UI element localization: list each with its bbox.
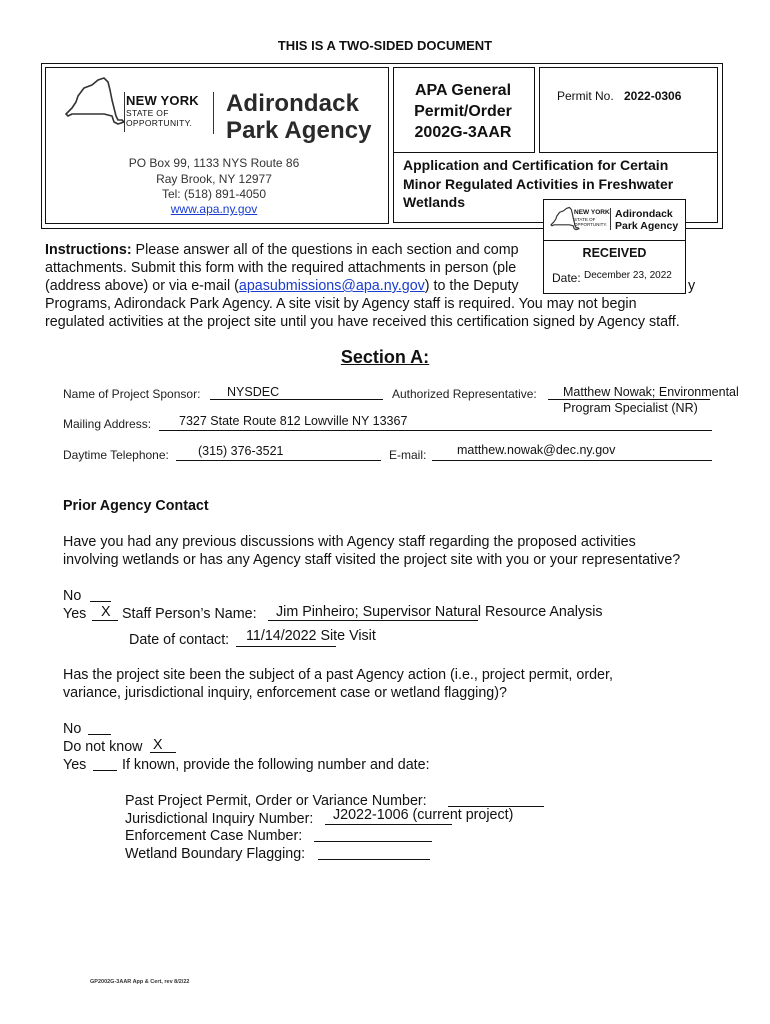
address-line3: Tel: (518) 891-4050	[161, 187, 267, 201]
wetland-flagging-label: Wetland Boundary Flagging:	[125, 846, 306, 862]
instructions-label: Instructions:	[45, 242, 132, 258]
staff-name-value: Jim Pinheiro; Supervisor Natural Resource Analysis	[276, 604, 603, 620]
application-title-line3: Wetlands	[403, 194, 465, 210]
stamp-date-label: Date:	[552, 271, 581, 285]
website-link-wrap	[64, 202, 364, 218]
authorized-rep-label: Authorized Representative:	[392, 387, 537, 401]
question2-line2: variance, jurisdictional inquiry, enforcement case or wetland flagging)?	[63, 685, 507, 701]
agency-logo-line2: Park Agency	[226, 117, 372, 144]
authorized-rep-value-line1: Matthew Nowak; Environmental	[563, 385, 739, 399]
submission-email-link[interactable]: apasubmissions@apa.ny.gov	[238, 278, 425, 294]
contact-date-label: Date of contact:	[129, 632, 230, 648]
address-line1: PO Box 99, 1133 NYS Route 86	[128, 156, 300, 170]
instructions-line2: attachments. Submit this form with the required attachments in person (ple	[45, 260, 517, 276]
q2-yes-label: Yes	[63, 757, 87, 773]
q2-do-not-know-label: Do not know	[63, 739, 143, 755]
logo-divider	[213, 92, 214, 134]
stamp-state-logo-line2: STATE OF	[574, 217, 596, 222]
wetland-flagging-field[interactable]	[318, 859, 430, 860]
ny-state-map-icon	[64, 76, 126, 132]
question1-line1: Have you had any previous discussions with Agency staff regarding the proposed activities	[63, 534, 636, 550]
permit-title	[393, 80, 533, 143]
permit-title-line1: APA General	[414, 82, 512, 99]
contact-date-value: 11/14/2022 Site Visit	[246, 628, 376, 644]
question2-line1: Has the project site been the subject of a past Agency action (i.e., project permit, order,	[63, 667, 613, 683]
email-value: matthew.nowak@dec.ny.gov	[457, 443, 616, 457]
application-title-line2: Minor Regulated Activities in Freshwater	[403, 175, 674, 192]
section-a-title: Section A:	[340, 347, 430, 367]
q2-yes-instructions: If known, provide the following number and date:	[122, 757, 430, 773]
state-logo-line1: NEW YORK	[126, 93, 199, 108]
q1-yes-label: Yes	[63, 606, 87, 622]
stamp-state-logo-line3: OPPORTUNITY.	[574, 222, 608, 227]
received-stamp	[543, 199, 686, 294]
logo-divider	[124, 92, 125, 132]
phone-label: Daytime Telephone:	[63, 448, 169, 462]
address-line2: Ray Brook, NY 12977	[156, 172, 272, 186]
phone-value: (315) 376-3521	[198, 444, 284, 458]
instructions-line5: regulated activities at the project site until you have received this certification signed by Agency staff.	[45, 314, 680, 330]
mailing-address-value: 7327 State Route 812 Lowville NY 13367	[179, 414, 408, 428]
sponsor-value: NYSDEC	[227, 385, 280, 399]
q1-no-checkbox[interactable]	[90, 601, 111, 602]
jurisdictional-inquiry-value: J2022-1006 (current project)	[333, 807, 514, 823]
instructions-line3: (address above) or via e-mail (apasubmissions@apa.ny.gov) to the Deputy	[45, 278, 519, 294]
stamp-divider	[544, 240, 685, 241]
q2-no-label: No	[63, 721, 82, 737]
instructions-line4: Programs, Adirondack Park Agency. A site visit by Agency staff is required. You may not begin	[45, 296, 637, 312]
stamp-agency-logo-line2: Park Agency	[615, 220, 679, 232]
form-revision-footer: GP2002G-3AAR App & Cert, rev 8/2/22	[90, 979, 190, 985]
past-permit-label: Past Project Permit, Order or Variance Number:	[125, 793, 427, 809]
q1-yes-mark: X	[101, 604, 111, 620]
document-banner: THIS IS A TWO-SIDED DOCUMENT	[277, 38, 493, 53]
jurisdictional-inquiry-label: Jurisdictional Inquiry Number:	[125, 811, 314, 827]
agency-logo-line1: Adirondack	[226, 90, 360, 117]
website-link[interactable]: www.apa.ny.gov	[170, 202, 258, 216]
q2-no-checkbox[interactable]	[88, 734, 111, 735]
logo-divider	[610, 208, 611, 230]
instructions-line3-end: y	[688, 278, 696, 294]
instructions-line1: Instructions: Please answer all of the questions in each section and comp	[45, 242, 519, 258]
email-label: E-mail:	[389, 448, 427, 462]
stamp-date-value: December 23, 2022	[584, 270, 672, 281]
permit-number-label: Permit No.	[557, 89, 614, 103]
q2-yes-checkbox[interactable]	[93, 770, 117, 771]
sponsor-label: Name of Project Sponsor:	[63, 387, 201, 401]
contact-date-field[interactable]	[236, 646, 336, 647]
staff-name-label: Staff Person’s Name:	[122, 606, 257, 622]
jurisdictional-inquiry-field[interactable]	[325, 824, 452, 825]
state-logo-line3: OPPORTUNITY.	[126, 118, 193, 128]
mailing-address-label: Mailing Address:	[63, 417, 152, 431]
permit-number-panel	[539, 67, 718, 153]
application-title-line1: Application and Certification for Certain	[403, 157, 669, 173]
permit-number-value: 2022-0306	[624, 89, 682, 103]
stamp-agency-logo-line1: Adirondack	[615, 208, 673, 220]
prior-contact-heading: Prior Agency Contact	[63, 498, 209, 514]
stamp-state-logo-line1: NEW YORK	[574, 209, 610, 216]
q2-do-not-know-mark: X	[153, 737, 163, 753]
permit-title-line2: Permit/Order	[414, 103, 512, 120]
state-logo-line2: STATE OF	[126, 108, 169, 118]
enforcement-case-label: Enforcement Case Number:	[125, 828, 303, 844]
permit-title-line3: 2002G-3AAR	[414, 124, 512, 141]
question1-line2: involving wetlands or has any Agency staff visited the project site with you or your representative?	[63, 552, 681, 568]
authorized-rep-value-line2: Program Specialist (NR)	[563, 401, 698, 415]
enforcement-case-field[interactable]	[314, 841, 432, 842]
stamp-received-label: RECEIVED	[582, 246, 647, 260]
q1-no-label: No	[63, 588, 82, 604]
